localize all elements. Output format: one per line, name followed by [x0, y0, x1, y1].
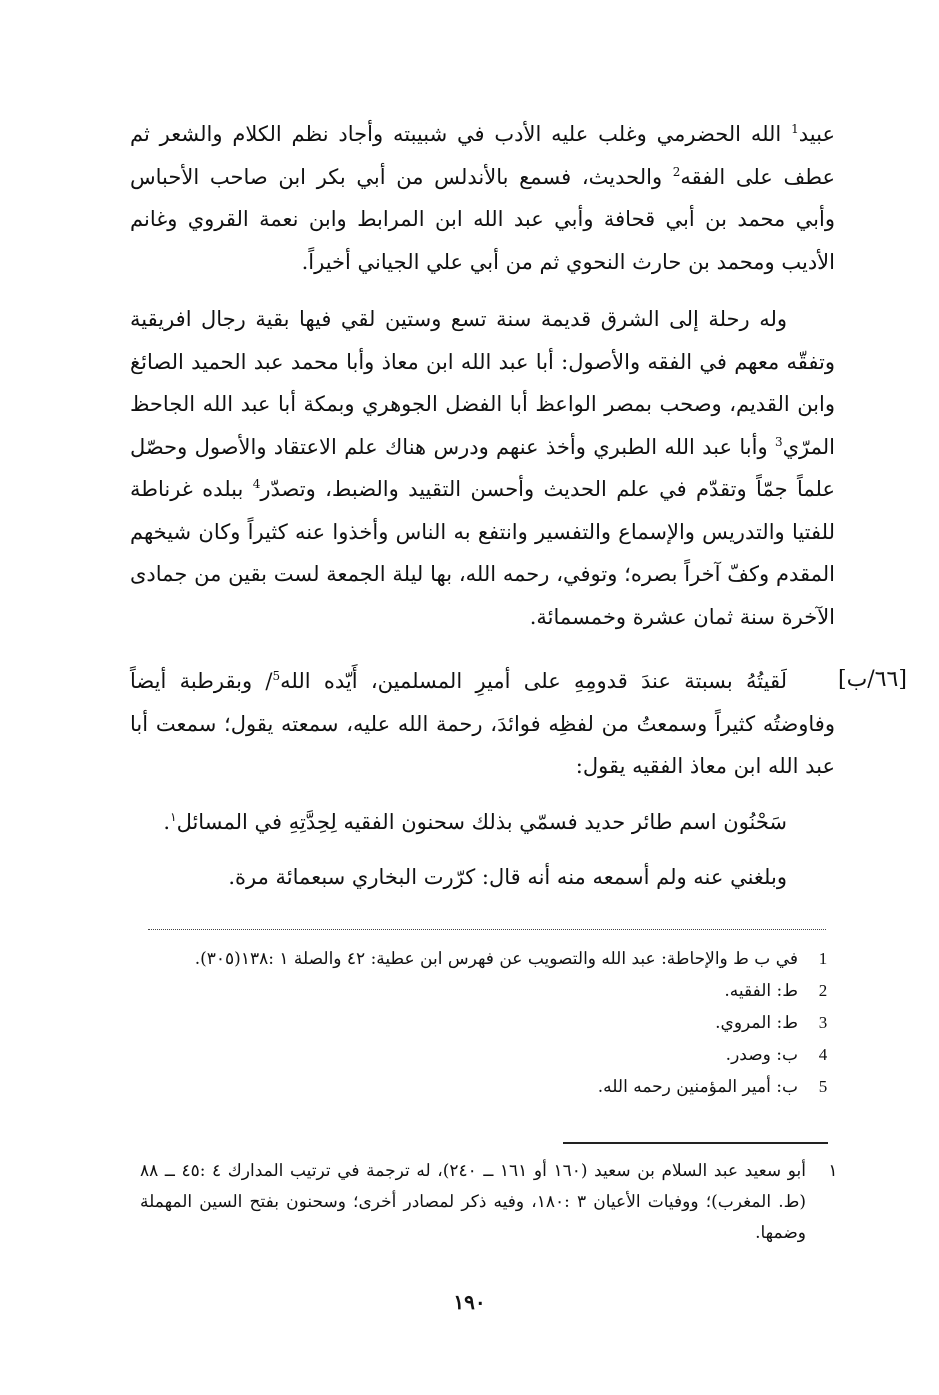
apparatus-divider: [148, 929, 826, 930]
text-segment: وله رحلة إلى الشرق قديمة سنة تسع وستين لقي فيها بقية رجال افريقية وتفقّه معهم في الفقه والأصول: أبا عبد الله ابن معاذ وأبا محمد عبد الحميد الصائغ وابن القديم، وصحب بمصر الواعظ أبا الفضل الجوهري وبمكة أبا عبد الله الجاحظ المرّي: [130, 307, 835, 459]
page-number: ١٩٠: [453, 1290, 486, 1314]
text-segment: وبلغني عنه ولم أسمعه منه أنه قال: كرّرت البخاري سبعمائة مرة.: [228, 865, 787, 889]
apparatus-note: [140, 943, 830, 975]
note-text: في ب ط والإحاطة: عبد الله والتصويب عن فهرس ابن عطية: ٤٢ والصلة ١ :١٣٨(٣٠٥).: [194, 949, 798, 969]
paragraph-2: [130, 298, 835, 638]
text-segment: ببلده غرناطة للفتيا والتدريس والإسماع والتفسير وانتفع به الناس وأخذوا عنه كثيراً وكان شيخهم المقدم وكفّ آخراً بصره؛ وتوفي، رحمه الله، بها ليلة الجمعة لست بقين من جمادى الآخرة سنة ثمان عشرة وخمسمائة.: [130, 477, 835, 629]
paragraph-text: [130, 856, 835, 899]
note-text: ط: المروي.: [715, 1013, 798, 1033]
text-segment: / وبقرطبة أيضاً وفاوضتُه كثيراً وسمعتُ من لفظِه فوائدَ، رحمة الله عليه، سمعته يقول؛ سمعت أبا عبد الله ابن معاذ الفقيه يقول:: [130, 669, 835, 778]
text-segment: عبيد: [798, 122, 835, 146]
critical-apparatus: [140, 943, 830, 1103]
note-number: 1: [818, 949, 828, 968]
note-text: ب: وصدر.: [725, 1045, 798, 1065]
folio-marker: [٦٦/ب]: [838, 667, 907, 692]
footnote-marker: 3: [774, 434, 783, 449]
apparatus-note: [140, 1007, 830, 1039]
note-text: ب: أمير المؤمنين رحمه الله.: [597, 1077, 798, 1097]
apparatus-note: [140, 1071, 830, 1103]
footnote-marker: 5: [272, 669, 281, 683]
text-segment: وأبا عبد الله الطبري وأخذ عنهم ودرس هناك علم الاعتقاد والأصول وحصّل علماً جمّاً وتقدّم في علم الحديث وأحسن التقييد والضبط، وتصدّر: [130, 434, 836, 501]
paragraph-text: [130, 660, 835, 788]
footnote-marker: 4: [252, 477, 261, 491]
editor-footnote: [140, 1156, 840, 1249]
note-text: ط: الفقيه.: [724, 981, 798, 1001]
text-segment: .: [163, 810, 171, 834]
text-segment: الله الحضرمي وغلب عليه الأدب في شبيبته وأجاد نظم الكلام والشعر ثم عطف على الفقه: [130, 122, 835, 189]
note-number: 5: [818, 1077, 828, 1096]
text-segment: والحديث، فسمع بالأندلس من أبي بكر ابن صاحب الأحباس وأبي محمد بن أبي قحافة وأبي عبد الله ابن المرابط وابن نعمة القروي وغانم الأديب ومحمد بن حارث النحوي ثم من أبي علي الجياني أخيراً.: [130, 164, 835, 274]
paragraph-4: [130, 801, 835, 844]
note-number: 4: [818, 1045, 828, 1064]
paragraph-text: [130, 113, 835, 283]
paragraph-1: [130, 113, 835, 283]
paragraph-text: [130, 298, 835, 638]
note-number: ١: [828, 1161, 838, 1181]
footnote-divider: [563, 1142, 828, 1144]
text-segment: لَقيتُهُ بسبتة عندَ قدومِهِ على أميرِ المسلمين، أَيّده الله: [280, 669, 787, 693]
footnote-marker: 2: [672, 164, 681, 179]
footnote-marker: ١: [170, 810, 177, 824]
text-segment: سَحْنُون اسم طائر حديد فسمّي بذلك سحنون الفقيه لِحِدَّتِهِ في المسائل: [176, 810, 787, 834]
paragraph-text: [130, 801, 835, 844]
note-number: 3: [818, 1013, 828, 1032]
note-text: أبو سعيد عبد السلام بن سعيد (١٦٠ أو ١٦١ ــ ٢٤٠)، له ترجمة في ترتيب المدارك ٤ :٤٥ ــ ٨٨ (ط. المغرب)؛ ووفيات الأعيان ٣ :١٨٠، وفيه ذكر لمصادر أخرى؛ وسحنون بفتح السين المهملة وضمها.: [140, 1161, 806, 1243]
footnote-marker: 1: [791, 122, 799, 136]
apparatus-note: [140, 975, 830, 1007]
paragraph-5: [130, 856, 835, 899]
note-number: 2: [818, 981, 828, 1000]
paragraph-3: [130, 660, 835, 788]
apparatus-note: [140, 1039, 830, 1071]
